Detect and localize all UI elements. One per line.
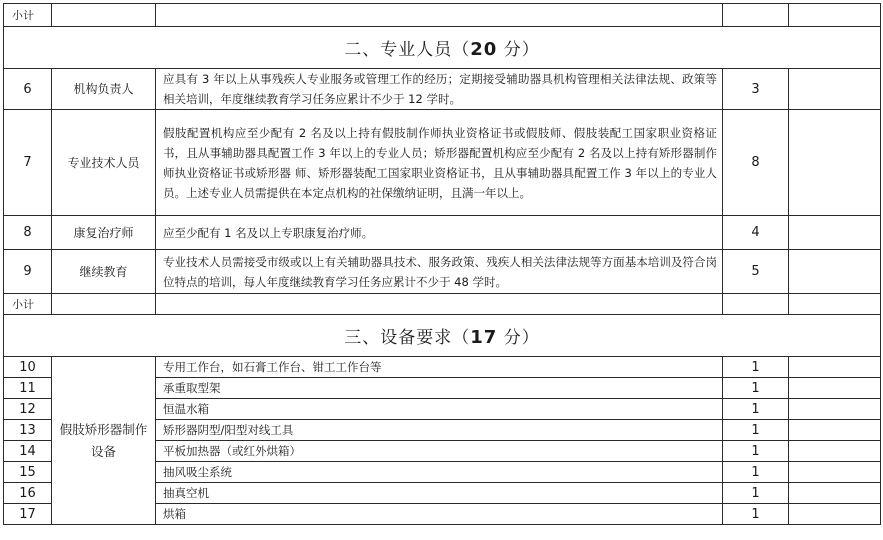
- row-number: 14: [4, 441, 52, 462]
- subtotal-row: [4, 294, 881, 315]
- row-blank: [789, 441, 881, 462]
- row-requirement: 专业技术人员需接受市级或以上有关辅助器具技术、服务政策、残疾人相关法律法规等方面基本培训及符合岗位特点的培训，每人年度继续教育学习任务应累计不少于 48 学时。: [156, 250, 723, 294]
- section-score: 20: [470, 39, 498, 60]
- row-requirement: 应至少配有 1 名及以上专职康复治疗师。: [156, 216, 723, 250]
- row-score: 1: [723, 483, 789, 504]
- row-score: 5: [723, 250, 789, 294]
- table-row: [4, 250, 881, 294]
- row-requirement: 矫形器阴型/阳型对线工具: [156, 420, 723, 441]
- row-score: 3: [723, 69, 789, 110]
- row-requirement: 抽真空机: [156, 483, 723, 504]
- row-requirement: 抽风吸尘系统: [156, 462, 723, 483]
- row-number: 7: [4, 110, 52, 216]
- row-blank: [789, 110, 881, 216]
- row-score: 1: [723, 399, 789, 420]
- row-item: 继续教育: [52, 250, 156, 294]
- row-blank: [789, 357, 881, 378]
- section-title: 二、专业人员（: [344, 40, 471, 60]
- row-score: 8: [723, 110, 789, 216]
- table-row: [4, 216, 881, 250]
- row-score: 1: [723, 504, 789, 525]
- row-requirement: 假肢配置机构应至少配有 2 名及以上持有假肢制作师执业资格证书或假肢师、假肢装配工国家职业资格证书，且从事辅助器具配置工作 3 年以上的专业人员；矫形器配置机构应至少配有 2 名及以上持有矫形器制作师执业资格证书或矫形器 师、矫形器装配工国家职业资格证书，且从事辅助器具配置工作 3 年以上的专业人员。上述专业人员需提供在本定点机构的社保缴纳证明，且满一年以上。: [156, 110, 723, 216]
- table-row: [4, 357, 881, 378]
- row-blank: [789, 250, 881, 294]
- row-blank: [789, 504, 881, 525]
- equipment-group-label: 假肢矫形器制作设备: [52, 357, 156, 525]
- row-score: 1: [723, 378, 789, 399]
- row-blank: [789, 420, 881, 441]
- row-blank: [789, 378, 881, 399]
- row-score: 1: [723, 441, 789, 462]
- row-number: 11: [4, 378, 52, 399]
- row-score: 4: [723, 216, 789, 250]
- row-number: 10: [4, 357, 52, 378]
- section-score: 17: [470, 327, 498, 348]
- section-header-personnel: 二、专业人员（20 分）: [4, 27, 881, 69]
- section-title: 三、设备要求（: [344, 328, 471, 348]
- row-blank: [789, 69, 881, 110]
- row-score: 1: [723, 357, 789, 378]
- row-number: 8: [4, 216, 52, 250]
- row-blank: [789, 462, 881, 483]
- row-score: 1: [723, 420, 789, 441]
- table-row: [4, 69, 881, 110]
- row-requirement: 恒温水箱: [156, 399, 723, 420]
- row-number: 6: [4, 69, 52, 110]
- subtotal-row: [4, 4, 881, 27]
- row-blank: [789, 483, 881, 504]
- subtotal-label: 小计: [4, 294, 52, 315]
- row-blank: [789, 399, 881, 420]
- table-row: [4, 110, 881, 216]
- row-number: 9: [4, 250, 52, 294]
- row-number: 12: [4, 399, 52, 420]
- section-header-equipment: 三、设备要求（17 分）: [4, 315, 881, 357]
- row-item: 专业技术人员: [52, 110, 156, 216]
- row-number: 17: [4, 504, 52, 525]
- row-number: 13: [4, 420, 52, 441]
- row-score: 1: [723, 462, 789, 483]
- row-requirement: 应具有 3 年以上从事残疾人专业服务或管理工作的经历；定期接受辅助器具机构管理相关法律法规、政策等相关培训，年度继续教育学习任务应累计不少于 12 学时。: [156, 69, 723, 110]
- evaluation-table: [3, 3, 881, 525]
- row-requirement: 专用工作台，如石膏工作台、钳工工作台等: [156, 357, 723, 378]
- row-requirement: 承重取型架: [156, 378, 723, 399]
- subtotal-label: 小计: [4, 4, 52, 27]
- row-number: 16: [4, 483, 52, 504]
- row-blank: [789, 216, 881, 250]
- row-requirement: 烘箱: [156, 504, 723, 525]
- row-item: 康复治疗师: [52, 216, 156, 250]
- row-number: 15: [4, 462, 52, 483]
- row-requirement: 平板加热器（或红外烘箱）: [156, 441, 723, 462]
- row-item: 机构负责人: [52, 69, 156, 110]
